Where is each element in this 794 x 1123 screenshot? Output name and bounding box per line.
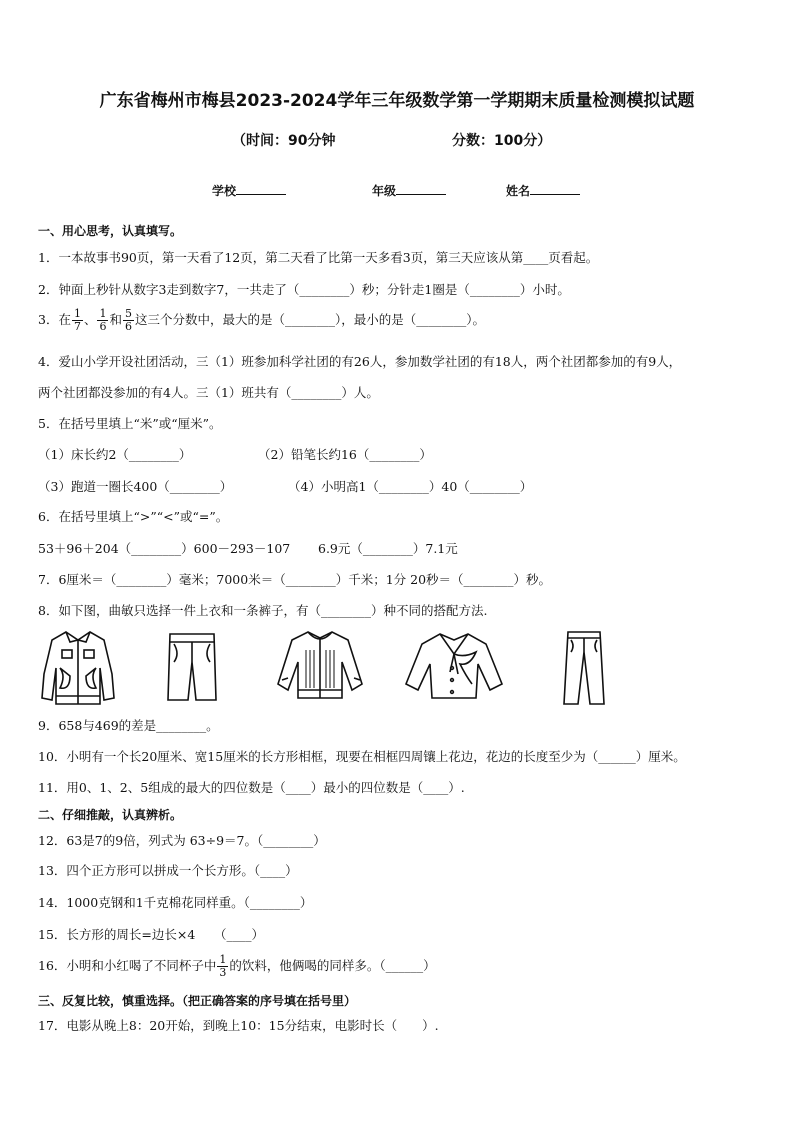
separator: 、 xyxy=(83,312,97,327)
question-10: 10．小明有一个长20厘米、宽15厘米的长方形相框，现要在相框四周镶上花边，花边的长度至少为（______）厘米。 xyxy=(38,749,686,764)
question-17: 17．电影从晚上8：20开始，到晚上10：15分结束，电影时长（ ）. xyxy=(38,1018,439,1033)
section-2-heading: 二、仔细推敲，认真辨析。 xyxy=(38,808,183,822)
question-15: 15．长方形的周长=边长×4 （____） xyxy=(38,927,265,942)
question-3 xyxy=(38,308,485,333)
shorts-icon xyxy=(166,628,218,704)
fraction-5-6: $\frac{5}{6}$ xyxy=(124,307,132,333)
question-4-line-1: 4．爱山小学开设社团活动，三（1）班参加科学社团的有26人，参加数学社团的有18人，两个社团都参加的有9人， xyxy=(38,354,682,369)
sweater-icon xyxy=(276,628,364,702)
fraction-1-6: $\frac{1}{6}$ xyxy=(99,307,107,333)
question-5-4: （4）小明高1（________）40（________） xyxy=(288,479,533,494)
trousers-icon xyxy=(562,628,606,706)
question-6: 6．在括号里填上“>”“<”或“=”。 xyxy=(38,509,229,524)
question-5-2: （2）铅笔长约16（________） xyxy=(258,447,432,462)
question-16-lead: 16．小明和小红喝了不同杯子中 xyxy=(38,958,217,973)
grade-label: 年级 xyxy=(372,184,397,198)
section-1-heading: 一、用心思考，认真填写。 xyxy=(38,224,183,238)
question-16-tail: 的饮料，他俩喝的同样多。（______） xyxy=(229,958,436,973)
fraction-1-7: $\frac{1}{7}$ xyxy=(73,307,81,333)
exam-time: （时间：90分钟 xyxy=(232,133,336,149)
question-3-lead: 3．在 xyxy=(38,312,71,327)
jacket-icon xyxy=(40,628,116,706)
question-5-1: （1）床长约2（________） xyxy=(38,447,192,462)
separator: 和 xyxy=(109,312,122,327)
question-14: 14．1000克钢和1千克棉花同样重。（________） xyxy=(38,895,313,910)
question-11: 11．用0、1、2、5组成的最大的四位数是（____）最小的四位数是（____）. xyxy=(38,780,465,795)
fraction-1-3: $\frac{1}{3}$ xyxy=(219,953,227,979)
name-field[interactable] xyxy=(506,182,580,199)
question-4-line-2: 两个社团都没参加的有4人。三（1）班共有（________）人。 xyxy=(38,385,379,400)
question-6-1: 53＋96＋204（________）600－293－107 xyxy=(38,541,291,556)
question-7: 7．6厘米＝（________）毫米；7000米＝（________）千米；1分 20秒＝（________）秒。 xyxy=(38,572,552,587)
school-field[interactable] xyxy=(212,182,286,199)
question-6-2: 6.9元（________）7.1元 xyxy=(318,541,458,556)
question-3-tail: 这三个分数中，最大的是（________），最小的是（________）。 xyxy=(134,312,485,327)
school-label: 学校 xyxy=(212,184,237,198)
blouse-icon xyxy=(404,628,504,702)
question-12: 12．63是7的9倍，列式为 63÷9＝7。（________） xyxy=(38,833,326,848)
question-13: 13．四个正方形可以拼成一个长方形。（____） xyxy=(38,863,298,878)
question-2: 2．钟面上秒针从数字3走到数字7，一共走了（________）秒；分针走1圈是（________）小时。 xyxy=(38,282,570,297)
name-label: 姓名 xyxy=(506,184,531,198)
question-16 xyxy=(38,954,436,979)
exam-score: 分数：100分） xyxy=(452,133,552,149)
question-5-3: （3）跑道一圈长400（________） xyxy=(38,479,233,494)
page-title: 广东省梅州市梅县2023-2024学年三年级数学第一学期期末质量检测模拟试题 xyxy=(99,91,695,111)
question-1: 1．一本故事书90页，第一天看了12页，第二天看了比第一天多看3页，第三天应该从第____页看起。 xyxy=(38,250,599,265)
question-9: 9．658与469的差是________。 xyxy=(38,718,219,733)
question-8: 8．如下图，曲敏只选择一件上衣和一条裤子，有（________）种不同的搭配方法. xyxy=(38,603,488,618)
section-3-heading: 三、反复比较，慎重选择。（把正确答案的序号填在括号里） xyxy=(38,994,357,1008)
question-5: 5．在括号里填上“米”或“厘米”。 xyxy=(38,416,222,431)
grade-field[interactable] xyxy=(372,182,446,199)
